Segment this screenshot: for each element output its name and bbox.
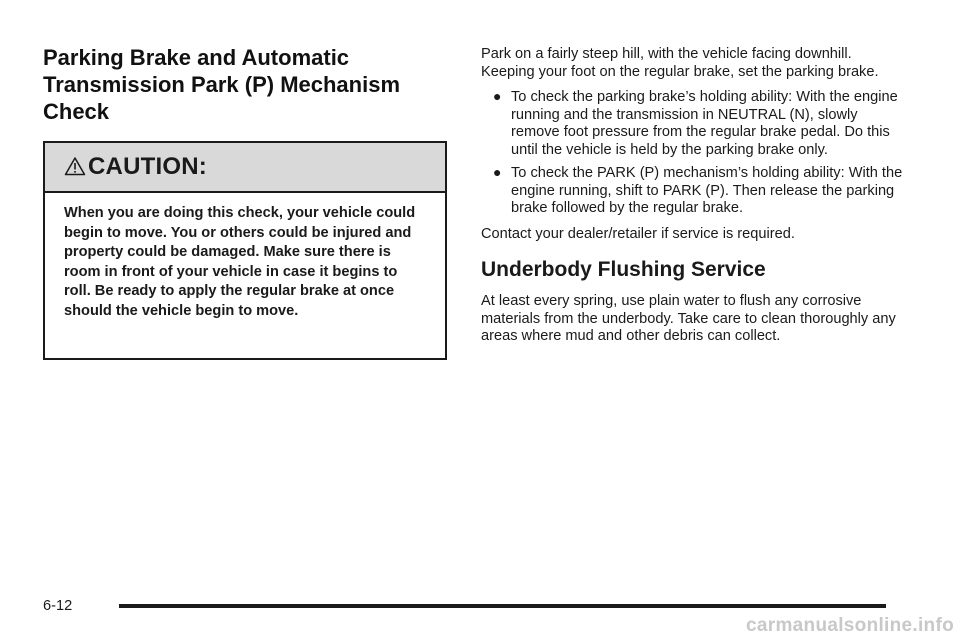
list-item-text: To check the parking brake’s holding ability: With the engine running and the transmission in NEUTRAL (N), slowly remove foot pressure from the regular brake pedal. Do this until the vehicle is held by the parking brake only. <box>511 89 898 158</box>
intro-paragraph: Park on a fairly steep hill, with the vehicle facing downhill. Keeping your foot on the regular brake, set the parking brake. <box>481 46 879 80</box>
underbody-paragraph: At least every spring, use plain water to flush any corrosive materials from the underbody. Take care to clean thoroughly any areas where mud and other debris can collect. <box>481 293 896 344</box>
bullet-icon: ● <box>493 88 502 104</box>
check-steps-list <box>481 89 906 218</box>
right-column <box>481 46 906 346</box>
footer-divider <box>119 604 886 608</box>
caution-text: When you are doing this check, your vehicle could begin to move. You or others could be injured and property could be damaged. Make sure there is room in front of your vehicle in case it begins to roll. Be ready to apply the regular brake at once should the vehicle begin to move. <box>64 205 416 319</box>
list-item <box>481 165 906 218</box>
caution-title: CAUTION: <box>88 153 207 180</box>
page-number: 6-12 <box>43 598 73 614</box>
list-item-text: To check the PARK (P) mechanism’s holding ability: With the engine running, shift to PARK (P). Then release the parking brake followed by the regular brake. <box>511 165 903 216</box>
contact-paragraph: Contact your dealer/retailer if service is required. <box>481 225 795 242</box>
watermark: carmanualsonline.info <box>746 615 954 636</box>
caution-header <box>45 143 445 193</box>
left-column <box>43 44 447 360</box>
warning-triangle-icon <box>64 156 86 176</box>
bullet-icon: ● <box>493 164 502 180</box>
list-item <box>481 89 906 159</box>
section-heading: Parking Brake and Automatic Transmission Park (P) Mechanism Check <box>43 45 401 124</box>
caution-box <box>43 141 447 360</box>
subheading: Underbody Flushing Service <box>481 258 766 281</box>
